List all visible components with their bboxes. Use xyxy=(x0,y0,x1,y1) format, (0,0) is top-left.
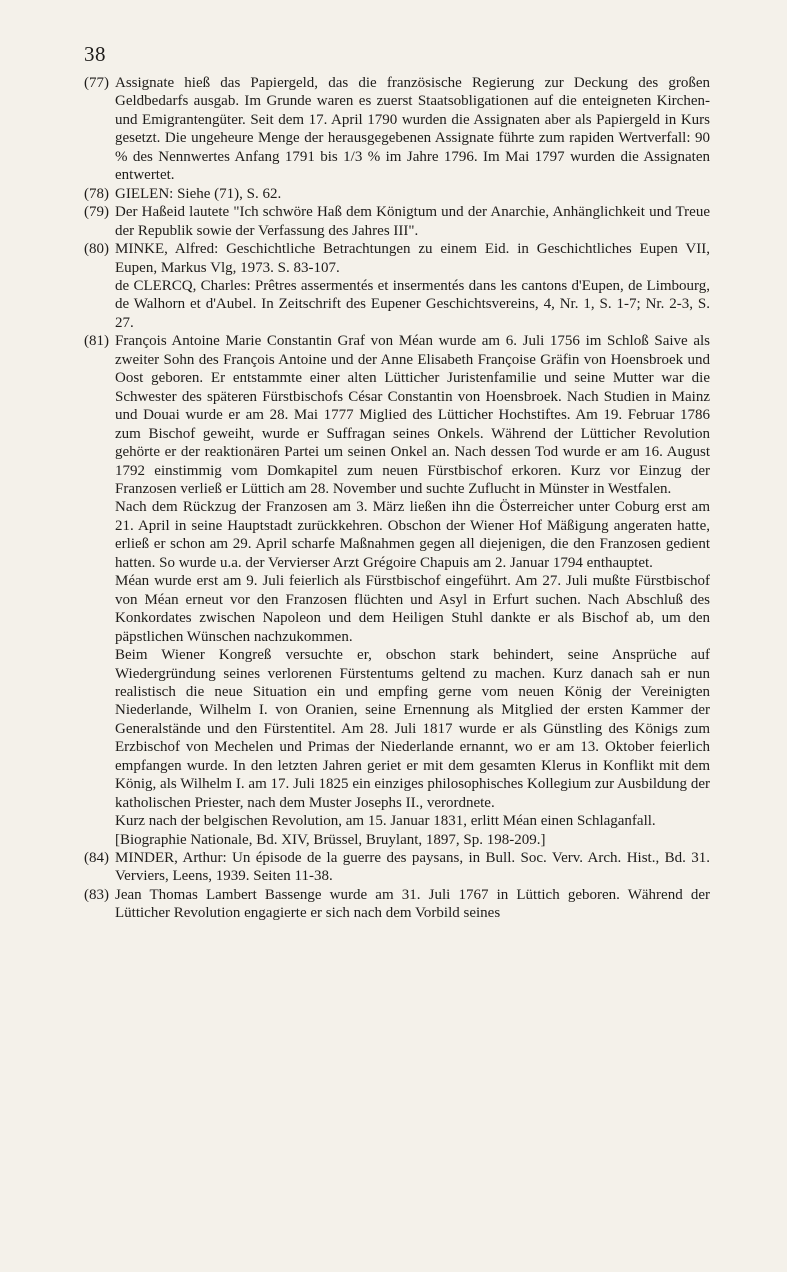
endnote-paragraph: François Antoine Marie Constantin Graf von Méan wurde am 6. Juli 1756 im Schloß Saive als zweiter Sohn des François Antoine und der Anne Elisabeth Françoise Gräfin von Hoensbroek und Oost geboren. Er entstammte einer alten Lütticher Juristenfamilie und seine Mutter war die Schwester des späteren Fürstbischofs César Constantin von Hoensbroek. Nach Studien in Mainz und Douai wurde er am 28. Mai 1777 Miglied des Lütticher Hochstiftes. Am 19. Februar 1786 zum Bischof geweiht, wurde er Suffragan seines Onkels. Während der Lütticher Revolution gehörte er der reaktionären Partei um seinen Onkel an. Nach dessen Tod wurde er am 16. August 1792 einstimmig vom Domkapitel zum neuen Fürstbischof erkoren. Kurz vor Einzug der Franzosen verließ er Lüttich am 28. November und suchte Zuflucht in Münster in Westfalen. xyxy=(115,333,710,497)
endnote-paragraph: Beim Wiener Kongreß versuchte er, obschon stark behindert, seine Ansprüche auf Wiedergründung seines verlorenen Fürstentums geltend zu machen. Kurz danach sah er nun realistisch die neue Situation ein und empfing gerne vom neuen König der Vereinigten Niederlande, Wilhelm I. von Oranien, seine Ernennung als Mitglied der ersten Kammer der Generalstände und den Fürstentitel. Am 28. Juli 1817 wurde er als Günstling des Königs zum Erzbischof von Mechelen und Primas der Niederlande ernannt, wo er am 13. Oktober feierlich empfangen wurde. In den letzten Jahren geriet er mit dem gesamten Klerus in Konflikt mit dem König, als Wilhelm I. am 17. Juli 1825 ein einziges philosophisches Kollegium zur Ausbildung der katholischen Priester, nach dem Muster Josephs II., verordnete. xyxy=(115,647,710,811)
endnote-paragraph: Der Haßeid lautete "Ich schwöre Haß dem Königtum und der Anarchie, Anhänglichkeit und Treue der Republik sowie der Verfassung des Jahres III". xyxy=(115,204,710,239)
endnote-body xyxy=(115,74,710,185)
endnote-number: (81) xyxy=(84,333,109,350)
endnote-paragraph: MINKE, Alfred: Geschichtliche Betrachtungen zu einem Eid. in Geschichtliches Eupen VII, Eupen, Markus Vlg, 1973. S. 83-107. xyxy=(115,241,710,276)
endnote-body xyxy=(115,332,710,849)
endnote-paragraph: Jean Thomas Lambert Bassenge wurde am 31. Juli 1767 in Lüttich geboren. Während der Lütticher Revolution engagierte er sich nach dem Vorbild seines xyxy=(115,886,710,922)
endnote-number: (79) xyxy=(84,204,109,221)
endnote-paragraph: Kurz nach der belgischen Revolution, am 15. Januar 1831, erlitt Méan einen Schlaganfall. xyxy=(115,813,656,830)
page-number: 38 xyxy=(84,42,106,66)
endnote-body xyxy=(115,185,710,203)
endnote xyxy=(84,886,710,923)
endnote xyxy=(84,185,710,203)
endnotes-list xyxy=(84,74,710,923)
endnote-body xyxy=(115,240,710,332)
endnote-body xyxy=(115,849,710,886)
endnote-paragraph: Méan wurde erst am 9. Juli feierlich als Fürstbischof eingeführt. Am 27. Juli mußte Fürstbischof von Méan erneut vor den Franzosen flüchten und Asyl in Erfurt suchen. Nach Abschluß des Konkordates zwischen Napoleon und dem Heiligen Stuhl dankte er als Bischof ab, um den päpstlichen Wünschen nachzukommen. xyxy=(115,573,710,645)
endnote-number: (83) xyxy=(84,886,109,903)
endnote xyxy=(84,74,710,185)
endnote xyxy=(84,332,710,849)
endnote-paragraph: de CLERCQ, Charles: Prêtres assermentés et insermentés dans les cantons d'Eupen, de Limbourg, de Walhorn et d'Aubel. In Zeitschrift des Eupener Geschichtsvereins, 4, Nr. 1, S. 1-7; Nr. 2-3, S. 27. xyxy=(115,277,710,331)
endnote-number: (84) xyxy=(84,850,109,867)
endnote-number: (78) xyxy=(84,185,109,202)
endnote-paragraph: Nach dem Rückzug der Franzosen am 3. März ließen ihn die Österreicher unter Coburg erst am 21. April in seine Hauptstadt zurückkehren. Obschon der Wiener Hof Mäßigung angeraten hatte, erließ er schon am 29. April scharfe Maßnahmen gegen all diejenigen, die den Franzosen gedient hatten. So wurde u.a. der Vervierser Arzt Grégoire Chapuis am 2. Januar 1794 enthauptet. xyxy=(115,499,710,571)
endnote-paragraph: GIELEN: Siehe (71), S. 62. xyxy=(115,185,282,202)
endnote-body xyxy=(115,886,710,923)
endnote-paragraph: Assignate hieß das Papiergeld, das die französische Regierung zur Deckung des großen Geldbedarfs ausgab. Im Grunde waren es zuerst Staatsobligationen auf die enteigneten Kirchen- und Emigrantengüter. Seit dem 17. April 1790 wurden die Assignaten aber als Papiergeld in Kurs gesetzt. Die ungeheure Menge der herausgegebenen Assignate führte zum rapiden Wertverfall: 90 % des Nennwertes Anfang 1791 bis 1/3 % im Jahre 1796. Im Mai 1797 wurden die Assignaten entwertet. xyxy=(115,75,710,184)
endnote xyxy=(84,849,710,886)
endnote xyxy=(84,203,710,240)
endnote-paragraph: MINDER, Arthur: Un épisode de la guerre des paysans, in Bull. Soc. Verv. Arch. Hist., Bd. 31. Verviers, Leens, 1939. Seiten 11-38. xyxy=(115,850,710,885)
endnote-number: (77) xyxy=(84,75,109,91)
endnote-number: (80) xyxy=(84,241,109,258)
endnote-body xyxy=(115,203,710,240)
endnote xyxy=(84,240,710,332)
endnote-paragraph: [Biographie Nationale, Bd. XIV, Brüssel, Bruylant, 1897, Sp. 198-209.] xyxy=(115,831,546,848)
